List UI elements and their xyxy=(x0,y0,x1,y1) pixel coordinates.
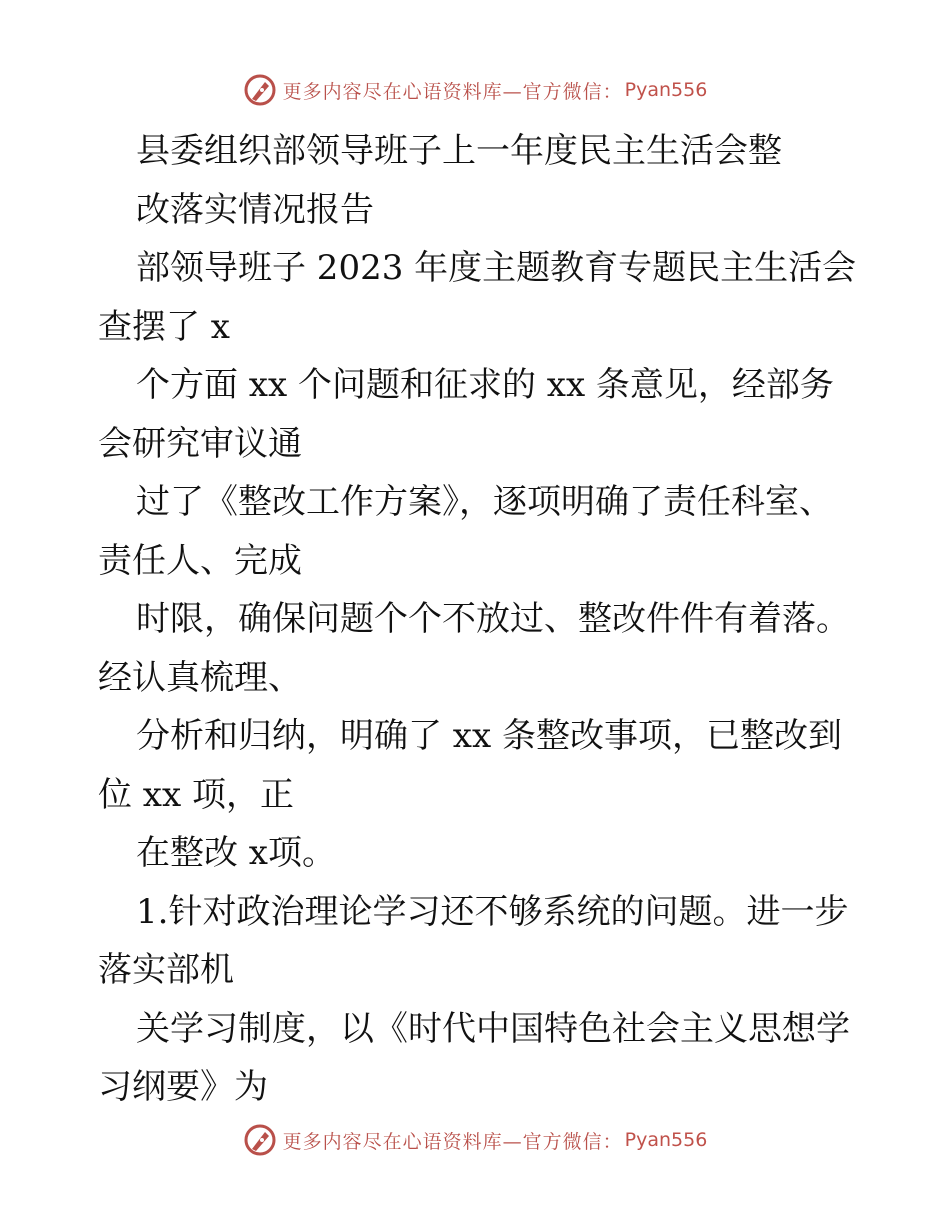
document-line: 部领导班子 2023 年度主题教育专题民主生活会 xyxy=(136,248,857,288)
header-banner xyxy=(0,70,950,110)
document-line: 经认真梳理、 xyxy=(98,657,302,698)
document-line: 改落实情况报告 xyxy=(136,189,374,230)
document-line: 查摆了 x xyxy=(98,306,230,347)
document-line: 位 xx 项，正 xyxy=(98,774,294,815)
document-line: 时限，确保问题个个不放过、整改件件有着落。 xyxy=(136,599,850,639)
document-line: 关学习制度，以《时代中国特色社会主义思想学 xyxy=(136,1008,850,1049)
wechat-id: Pyan556 xyxy=(624,79,708,101)
document-line: 过了《整改工作方案》，逐项明确了责任科室、 xyxy=(136,482,833,522)
document-line: 会研究审议通 xyxy=(98,423,302,464)
document-line: 1.针对政治理论学习还不够系统的问题。进一步 xyxy=(136,891,849,932)
banner-text: 更多内容尽在心语资料库—官方微信： xyxy=(282,80,623,103)
document-line: 习纲要》为 xyxy=(98,1067,268,1107)
document-line: 在整改 x项。 xyxy=(136,833,336,873)
document-line: 责任人、完成 xyxy=(98,540,302,581)
document-body xyxy=(98,122,858,1117)
document-line: 分析和归纳，明确了 xx 条整改事项，已整改到 xyxy=(136,716,842,756)
document-line: 县委组织部领导班子上一年度民主生活会整 xyxy=(136,131,782,171)
document-line: 落实部机 xyxy=(98,950,234,990)
pen-nib-icon xyxy=(243,73,277,107)
wechat-id: Pyan556 xyxy=(624,1129,708,1151)
document-line: 个方面 xx 个问题和征求的 xx 条意见，经部务 xyxy=(136,365,834,405)
banner-text: 更多内容尽在心语资料库—官方微信： xyxy=(282,1130,623,1153)
footer-banner xyxy=(0,1120,950,1160)
pen-nib-icon xyxy=(243,1123,277,1157)
